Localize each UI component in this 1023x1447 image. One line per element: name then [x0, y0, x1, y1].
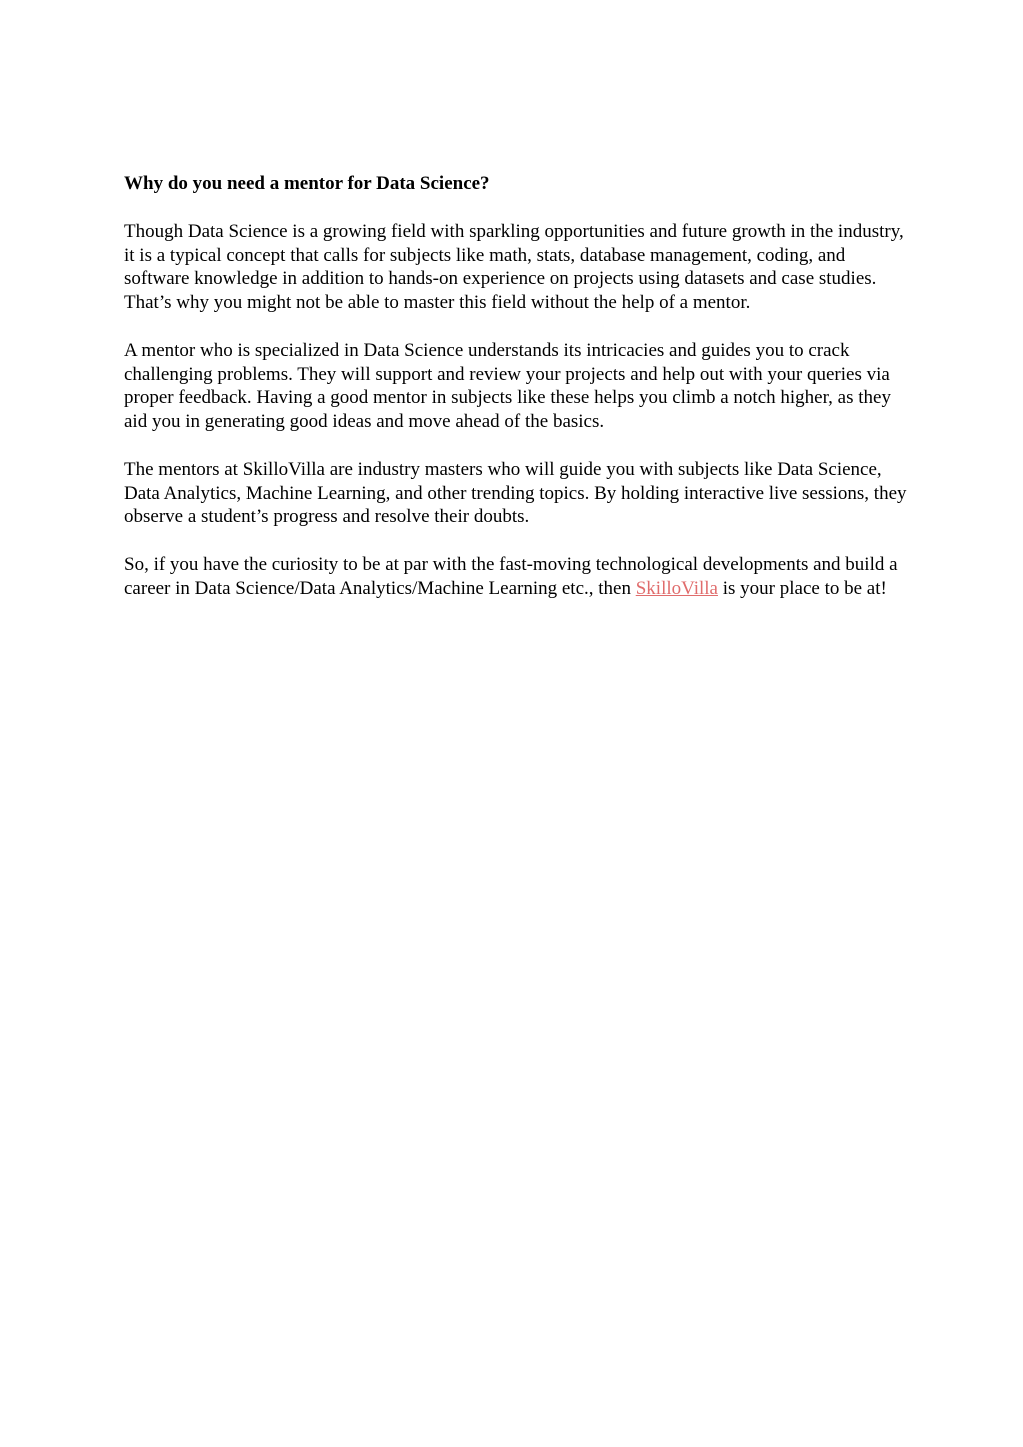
skillovilla-link[interactable]: SkilloVilla — [635, 577, 718, 599]
document-body — [124, 172, 914, 624]
document-heading: Why do you need a mentor for Data Science? — [124, 173, 490, 194]
paragraph-2: A mentor who is specialized in Data Science understands its intricacies and guides you to crack challenging problems. They will support and review your projects and help out with your queries via proper feedback. Having a good mentor in subjects like these helps you climb a notch higher, as they aid you in generating good ideas and move ahead of the basics. — [124, 339, 891, 433]
paragraph-4-text-after-link: is your place to be at! — [717, 577, 887, 599]
paragraph-4 — [124, 553, 914, 601]
paragraph-1: Though Data Science is a growing field with sparkling opportunities and future growth in the industry, it is a typical concept that calls for subjects like math, stats, database management, coding, and software knowledge in addition to hands-on experience on projects using datasets and case studies. That’s why you might not be able to master this field without the help of a mentor. — [124, 220, 904, 314]
paragraph-3: The mentors at SkilloVilla are industry masters who will guide you with subjects like Data Science, Data Analytics, Machine Learning, and other trending topics. By holding interactive live sessions, they observe a student’s progress and resolve their doubts. — [124, 458, 907, 528]
paragraph-4-text-before-link: So, if you have the curiosity to be at par with the fast-moving technological developments and build a career in Data Science/Data Analytics/Machine Learning etc., then — [124, 553, 898, 599]
